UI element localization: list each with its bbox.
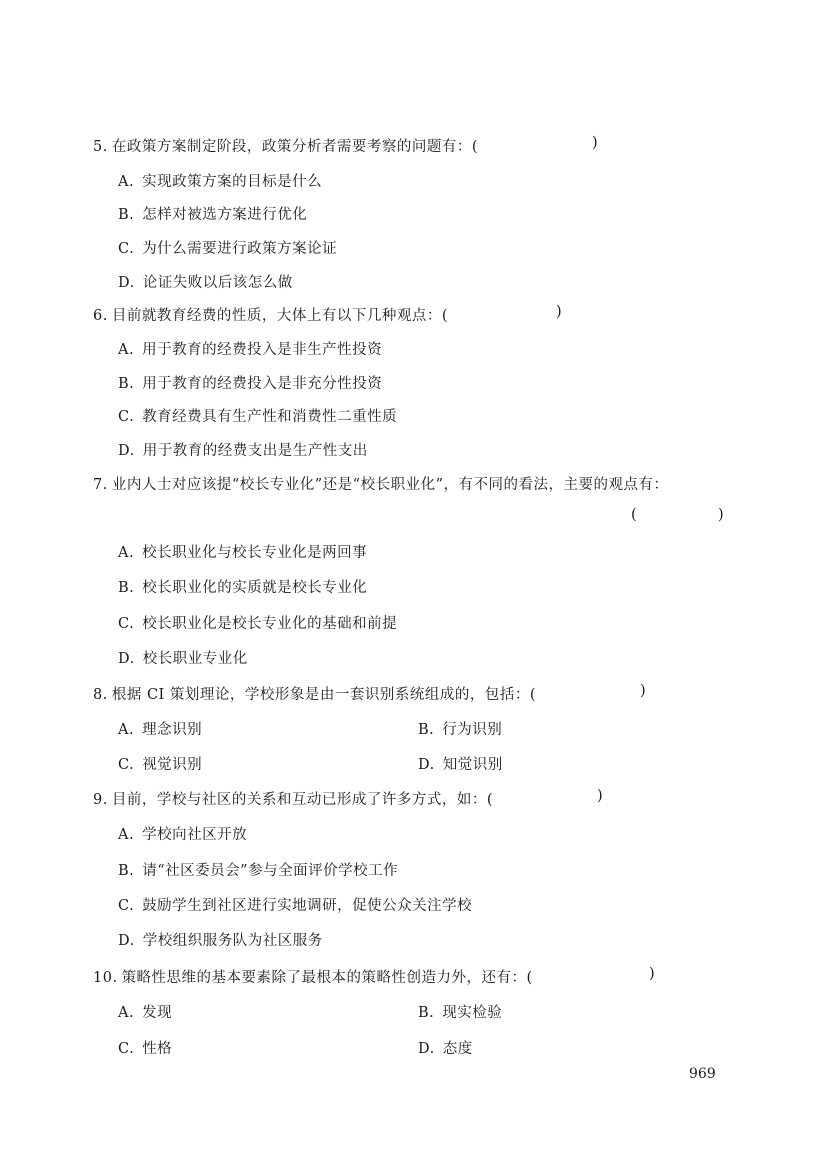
option-text: 学校组织服务队为社区服务 [142, 933, 323, 949]
option-text: 用于教育的经费投入是非生产性投资 [142, 342, 383, 358]
option-letter: D. [118, 275, 135, 291]
option-letter: D. [418, 757, 435, 773]
question-7-stem [93, 473, 669, 494]
question-9-stem [93, 788, 493, 809]
question-8-option-a [118, 718, 202, 739]
answer-blank-close: ) [640, 683, 646, 699]
question-text: 策略性思维的基本要素除了最根本的策略性创造力外，还有：( [121, 970, 533, 986]
question-5-stem [93, 135, 478, 156]
option-letter: B. [118, 376, 135, 392]
question-6-stem [93, 304, 448, 325]
answer-blank-open: ( [631, 507, 637, 523]
option-letter: B. [118, 207, 135, 223]
option-letter: A. [118, 827, 135, 843]
answer-blank-close: ) [718, 507, 724, 523]
question-9-option-d [118, 929, 323, 950]
option-letter: B. [118, 580, 135, 596]
question-8-option-c [118, 753, 202, 774]
option-letter: A. [118, 545, 135, 561]
question-10-option-b [418, 1001, 502, 1022]
option-letter: D. [118, 651, 135, 667]
option-letter: B. [118, 863, 135, 879]
option-letter: C. [118, 1041, 135, 1057]
question-9-option-c [118, 894, 472, 915]
option-text: 视觉识别 [142, 757, 203, 773]
option-text: 校长职业化与校长专业化是两回事 [142, 545, 368, 561]
option-text: 理念识别 [142, 722, 203, 738]
option-letter: A. [118, 722, 135, 738]
option-text: 行为识别 [442, 722, 503, 738]
option-text: 怎样对被选方案进行优化 [142, 207, 308, 223]
option-text: 论证失败以后该怎么做 [142, 275, 293, 291]
question-10-stem [93, 966, 533, 987]
option-letter: C. [118, 409, 135, 425]
question-text: 目前就教育经费的性质，大体上有以下几种观点：( [111, 308, 448, 324]
question-text: 根据 CI 策划理论，学校形象是由一套识别系统组成的，包括：( [111, 687, 537, 703]
question-number: 8. [93, 687, 108, 703]
question-5-option-d [118, 271, 293, 292]
question-text: 在政策方案制定阶段，政策分析者需要考察的问题有：( [111, 139, 478, 155]
option-text: 性格 [142, 1041, 173, 1057]
question-8-option-d [418, 753, 503, 774]
question-number: 9. [93, 792, 108, 808]
question-7-option-b [118, 576, 367, 597]
question-10-option-d [418, 1037, 473, 1058]
question-6-option-a [118, 338, 382, 359]
question-7-option-c [118, 612, 397, 633]
option-letter: D. [418, 1041, 435, 1057]
option-text: 请“社区委员会”参与全面评价学校工作 [142, 863, 399, 879]
question-5-option-a [118, 170, 322, 191]
option-text: 为什么需要进行政策方案论证 [142, 241, 338, 257]
question-10-option-c [118, 1037, 172, 1058]
option-letter: B. [418, 722, 435, 738]
question-number: 10. [93, 970, 118, 986]
answer-blank-close: ) [556, 304, 562, 320]
page-number: 969 [689, 1066, 716, 1082]
option-letter: D. [118, 933, 135, 949]
question-9-option-a [118, 823, 247, 844]
answer-blank-close: ) [649, 966, 655, 982]
option-text: 教育经费具有生产性和消费性二重性质 [142, 409, 398, 425]
question-7-option-d [118, 647, 248, 668]
answer-blank-close: ) [592, 135, 598, 151]
question-number: 5. [93, 139, 108, 155]
option-letter: A. [118, 342, 135, 358]
option-letter: C. [118, 616, 135, 632]
question-6-option-d [118, 439, 368, 460]
question-10-option-a [118, 1001, 172, 1022]
option-text: 现实检验 [442, 1005, 503, 1021]
question-number: 6. [93, 308, 108, 324]
question-9-option-b [118, 859, 398, 880]
option-letter: A. [118, 1005, 135, 1021]
question-8-option-b [418, 718, 502, 739]
option-letter: A. [118, 174, 135, 190]
answer-blank-close: ) [597, 788, 603, 804]
question-number: 7. [93, 477, 108, 493]
option-text: 学校向社区开放 [142, 827, 248, 843]
option-text: 鼓励学生到社区进行实地调研，促使公众关注学校 [142, 898, 473, 914]
question-6-option-c [118, 405, 397, 426]
option-text: 发现 [142, 1005, 173, 1021]
option-text: 校长职业专业化 [142, 651, 248, 667]
question-text: 业内人士对应该提“校长专业化”还是“校长职业化”，有不同的看法，主要的观点有： [111, 477, 669, 493]
question-5-option-c [118, 237, 337, 258]
option-text: 校长职业化的实质就是校长专业化 [142, 580, 368, 596]
option-text: 知觉识别 [442, 757, 503, 773]
option-letter: C. [118, 898, 135, 914]
option-text: 态度 [442, 1041, 473, 1057]
option-text: 校长职业化是校长专业化的基础和前提 [142, 616, 398, 632]
question-8-stem [93, 683, 536, 704]
option-text: 用于教育的经费投入是非充分性投资 [142, 376, 383, 392]
option-letter: B. [418, 1005, 435, 1021]
option-letter: C. [118, 241, 135, 257]
question-6-option-b [118, 372, 382, 393]
option-text: 用于教育的经费支出是生产性支出 [142, 443, 368, 459]
question-text: 目前，学校与社区的关系和互动已形成了许多方式，如：( [111, 792, 493, 808]
option-text: 实现政策方案的目标是什么 [142, 174, 323, 190]
question-5-option-b [118, 203, 307, 224]
option-letter: C. [118, 757, 135, 773]
option-letter: D. [118, 443, 135, 459]
question-7-option-a [118, 541, 367, 562]
